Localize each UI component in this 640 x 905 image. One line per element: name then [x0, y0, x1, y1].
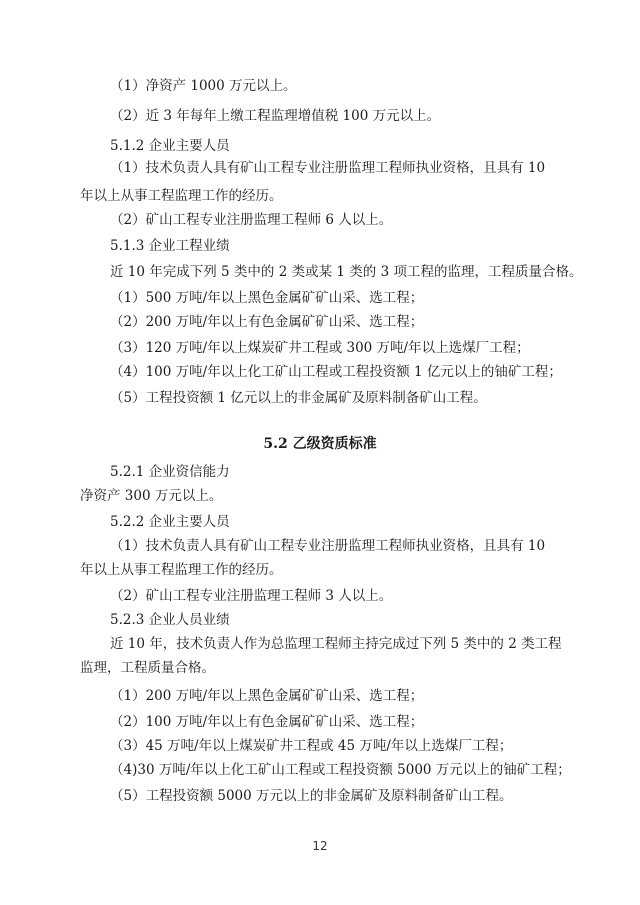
- section-heading: 5.1.2 企业主要人员: [110, 138, 230, 154]
- paragraph-line: （2）矿山工程专业注册监理工程师 3 人以上。: [110, 588, 393, 604]
- paragraph-line: 监理，工程质量合格。: [80, 660, 215, 676]
- list-item: （2）200 万吨/年以上有色金属矿矿山采、选工程；: [110, 314, 424, 330]
- page-number: 12: [312, 839, 328, 853]
- section-heading: 5.2.2 企业主要人员: [110, 514, 230, 530]
- section-heading: 5.2.1 企业资信能力: [110, 464, 230, 480]
- paragraph-line: 近 10 年完成下列 5 类中的 2 类或某 1 类的 3 项工程的监理，工程质量合格。: [110, 264, 583, 280]
- paragraph-line: 年以上从事工程监理工作的经历。: [80, 188, 283, 204]
- section-title: 5.2 乙级资质标准: [263, 436, 377, 452]
- paragraph-line: 近 10 年，技术负责人作为总监理工程师主持完成过下列 5 类中的 2 类工程: [110, 636, 562, 652]
- list-item: （5）工程投资额 5000 万元以上的非金属矿及原料制备矿山工程。: [110, 788, 513, 804]
- section-heading: 5.2.3 企业人员业绩: [110, 612, 230, 628]
- list-item: （4）100 万吨/年以上化工矿山工程或工程投资额 1 亿元以上的铀矿工程；: [110, 364, 562, 380]
- section-heading: 5.1.3 企业工程业绩: [110, 238, 230, 254]
- paragraph-line: 年以上从事工程监理工作的经历。: [80, 562, 283, 578]
- list-item: （4)30 万吨/年以上化工矿山工程或工程投资额 5000 万元以上的铀矿工程；: [110, 762, 571, 778]
- paragraph-line: （2）近 3 年每年上缴工程监理增值税 100 万元以上。: [110, 108, 441, 124]
- list-item: （1）500 万吨/年以上黑色金属矿矿山采、选工程；: [110, 290, 424, 306]
- paragraph-line: （1）技术负责人具有矿山工程专业注册监理工程师执业资格，且具有 10: [110, 538, 546, 554]
- paragraph-line: （1）净资产 1000 万元以上。: [110, 78, 297, 94]
- list-item: （1）200 万吨/年以上黑色金属矿矿山采、选工程；: [110, 688, 424, 704]
- list-item: （3）45 万吨/年以上煤炭矿井工程或 45 万吨/年以上选煤厂工程；: [110, 738, 513, 754]
- list-item: （5）工程投资额 1 亿元以上的非金属矿及原料制备矿山工程。: [110, 390, 487, 406]
- paragraph-line: （1）技术负责人具有矿山工程专业注册监理工程师执业资格，且具有 10: [110, 160, 546, 176]
- list-item: （2）100 万吨/年以上有色金属矿矿山采、选工程；: [110, 714, 424, 730]
- paragraph-line: （2）矿山工程专业注册监理工程师 6 人以上。: [110, 212, 393, 228]
- list-item: （3）120 万吨/年以上煤炭矿井工程或 300 万吨/年以上选煤厂工程；: [110, 340, 530, 356]
- paragraph-line: 净资产 300 万元以上。: [80, 488, 223, 504]
